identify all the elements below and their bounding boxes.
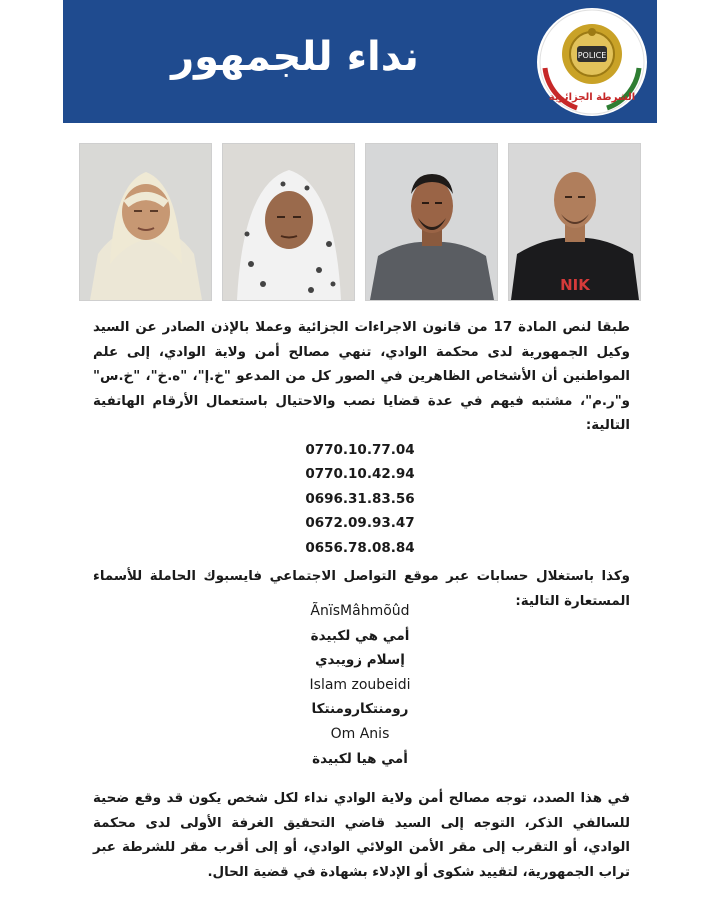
alias-name: ÃnïsMâhmõûd xyxy=(310,603,410,619)
notice-paragraph-3: في هذا الصدد، توجه مصالح أمن ولاية الوادي نداء لكل شخص يكون قد وقع ضحية للسالفي الذكر، التوجه إلى السيد قاضي التحقيق الغرفة الأولى لدى محكمة الوادي، أو التقرب إلى مقر الأمن الولائي الوادي، أو إلى أقرب مقر للشرطة عبر تراب الجمهورية، لتقييد شكوى أو الإدلاء بشهادة في قضية الحال. xyxy=(93,791,630,880)
phone-number: 0656.78.08.84 xyxy=(305,539,415,556)
notice-paragraph-2: وكذا باستغلال حسابات عبر موقع التواصل الاجتماعي فايسبوك الحاملة للأسماء المستعارة التالية: xyxy=(93,569,630,609)
header-banner xyxy=(63,0,657,123)
phone-number: 0770.10.42.94 xyxy=(305,466,415,483)
alias-name: Om Anis xyxy=(330,725,390,742)
alias-name: رومنتكارومنتكا xyxy=(311,701,409,718)
police-logo xyxy=(537,8,647,116)
phone-number: 0696.31.83.56 xyxy=(305,490,415,507)
alias-list xyxy=(260,599,460,771)
suspect-photos xyxy=(79,143,641,301)
nike-shirt-text: NIK xyxy=(560,276,590,294)
phone-list xyxy=(260,438,460,560)
police-badge-text: POLICE xyxy=(577,51,607,60)
alias-name: Islam zoubeidi xyxy=(309,676,411,693)
logo-caption: الشرطة الجزائرية xyxy=(548,92,636,103)
suspect-photo-4 xyxy=(508,143,641,301)
suspect-photo-1 xyxy=(79,143,212,301)
alias-name: أمي هيا لكبيدة xyxy=(312,750,408,767)
alias-name: إسلام زويبدي xyxy=(315,652,405,669)
suspect-photo-2 xyxy=(222,143,355,301)
suspect-photo-3 xyxy=(365,143,498,301)
notice-paragraph-1: طبقا لنص المادة 17 من قانون الاجراءات الجزائية وعملا بالإذن الصادر عن السيد وكيل الجمهورية لدى محكمة الوادي، تنهي مصالح أمن ولاية الوادي، إلى علم المواطنين أن الأشخاص الظاهرين في الصور كل من المدعو "خ.إ"، "ه.خ"، "خ.س" و"ر.م"، مشتبه فيهم في عدة قضايا نصب والاحتيال باستعمال الأرقام الهاتفية التالية: xyxy=(93,320,630,433)
phone-number: 0770.10.77.04 xyxy=(305,442,415,458)
alias-name: أمي هي لكبيدة xyxy=(310,627,410,644)
page-title: نداء للجمهور xyxy=(171,34,419,80)
phone-number: 0672.09.93.47 xyxy=(305,515,415,532)
